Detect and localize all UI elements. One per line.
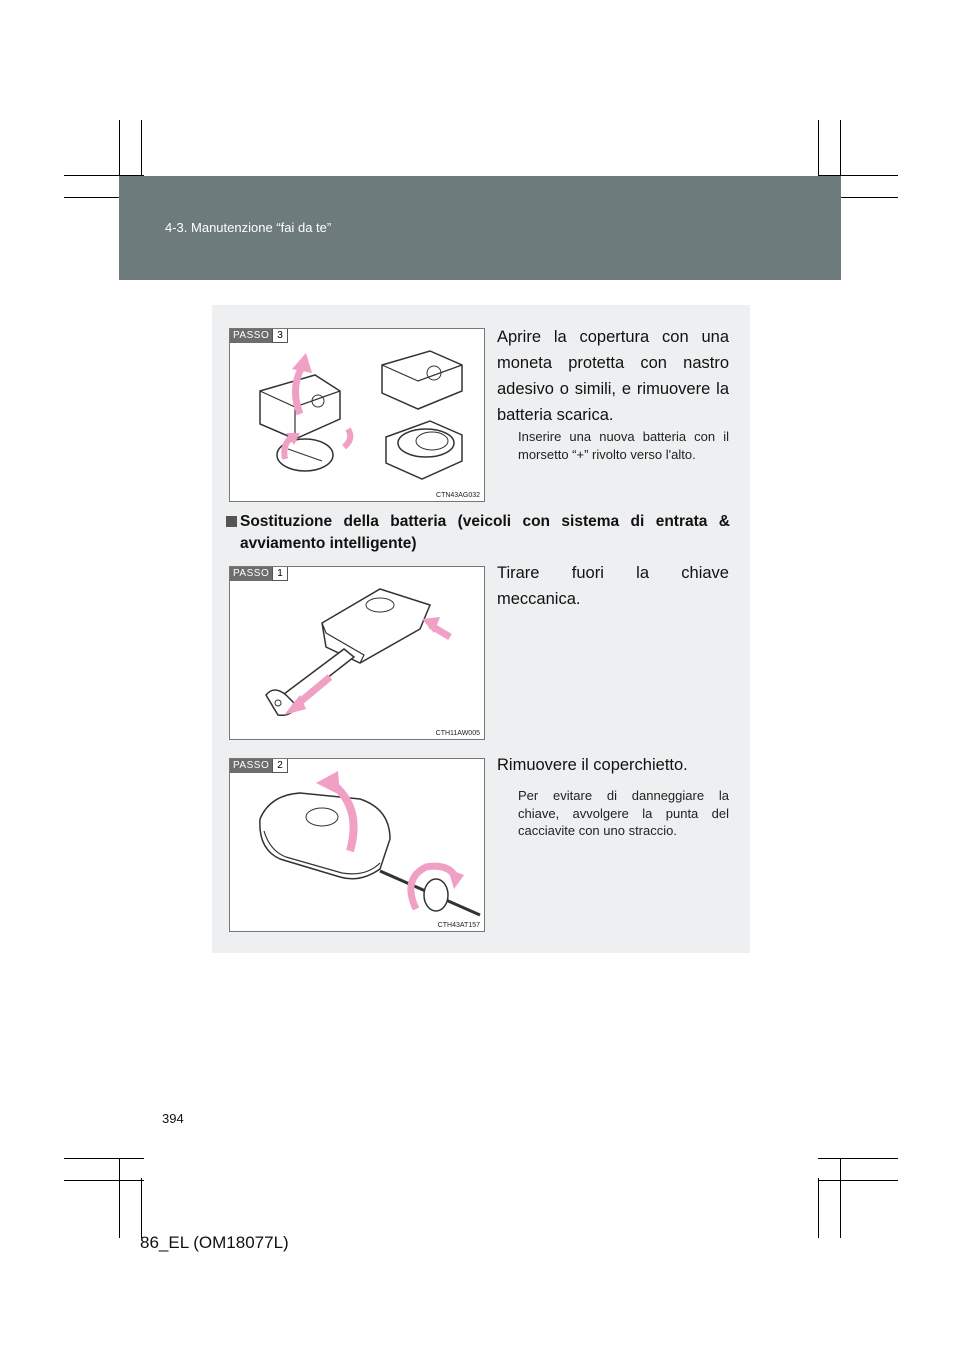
section-title: Sostituzione della batteria (veicoli con sistema di entrata & avviamento intelligente) — [240, 513, 730, 552]
crop-mark — [64, 1158, 144, 1159]
step-note: Inserire una nuova batteria con il morsetto “+” rivolto verso l'alto. — [518, 429, 729, 462]
step-instruction: Aprire la copertura con una moneta protetta con nastro adesivo o simili, e rimuovere la batteria scarica. — [497, 328, 729, 424]
step-illustration — [229, 758, 485, 932]
crop-mark — [818, 1180, 898, 1181]
step-tag — [230, 759, 288, 773]
step-tag-label: PASSO — [230, 567, 272, 581]
step-tag-label: PASSO — [230, 329, 272, 343]
crop-mark — [840, 1158, 841, 1238]
section-bullet — [226, 516, 237, 527]
crop-mark — [818, 1158, 898, 1159]
step-number: 2 — [272, 759, 288, 773]
step-tag — [230, 329, 288, 343]
crop-mark — [119, 1158, 120, 1238]
step-tag-label: PASSO — [230, 759, 272, 773]
step-number: 3 — [272, 329, 288, 343]
step-note: Per evitare di danneggiare la chiave, avvolgere la punta del cacciavite con uno straccio. — [518, 788, 729, 838]
key-battery-open-illustration — [230, 329, 485, 502]
crop-mark — [64, 1180, 144, 1181]
crop-mark — [818, 1178, 819, 1238]
image-code: CTH43AT157 — [437, 922, 480, 929]
step-illustration — [229, 566, 485, 740]
image-code: CTN43AG032 — [436, 492, 480, 499]
step-instruction: Tirare fuori la chiave meccanica. — [497, 564, 729, 608]
smart-key-pull-illustration — [230, 567, 485, 740]
smart-key-cover-removal-illustration — [230, 759, 485, 932]
step-number: 1 — [272, 567, 288, 581]
image-code: CTH11AW005 — [435, 730, 480, 737]
step-instruction: Rimuovere il coperchietto. — [497, 756, 688, 774]
breadcrumb: 4-3. Manutenzione “fai da te” — [165, 220, 332, 235]
step-illustration — [229, 328, 485, 502]
step-tag — [230, 567, 288, 581]
crop-mark — [141, 1178, 142, 1238]
page-number: 394 — [162, 1111, 184, 1126]
document-code: 86_EL (OM18077L) — [140, 1233, 289, 1252]
